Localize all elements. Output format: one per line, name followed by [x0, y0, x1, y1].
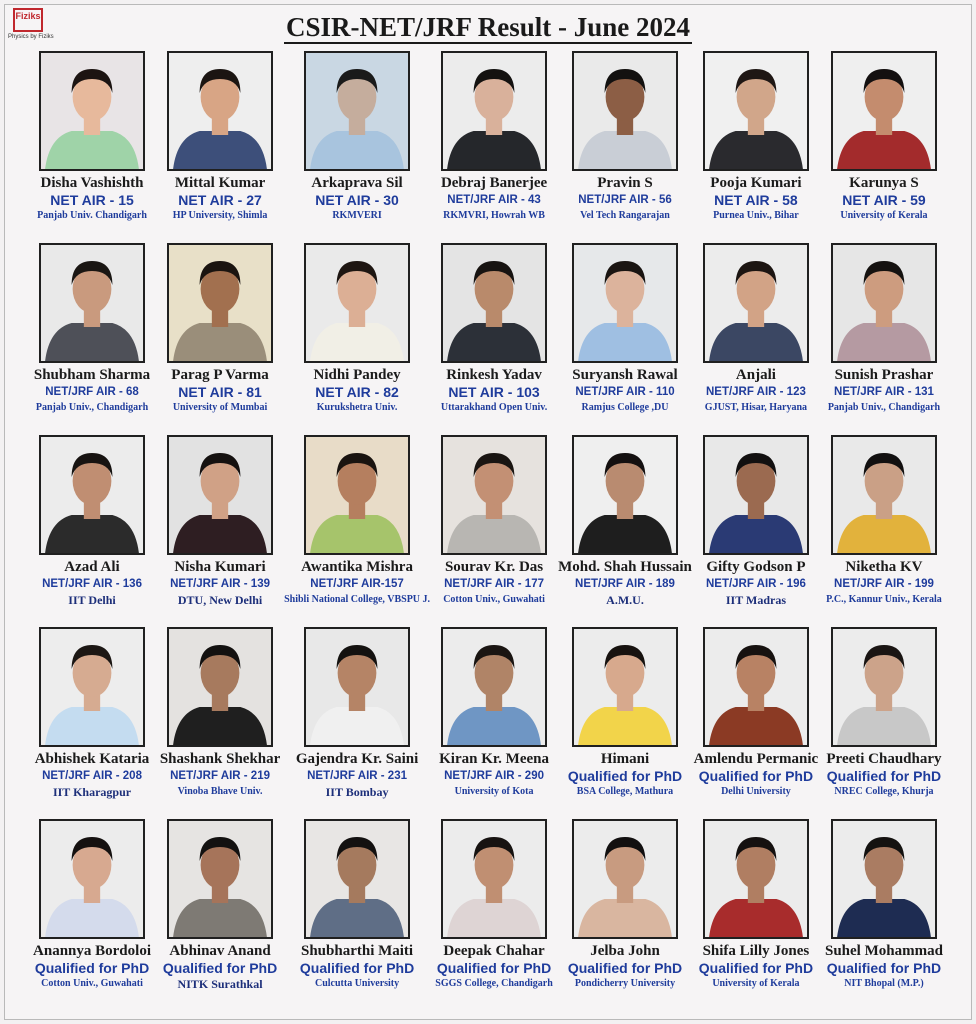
air-rank: NET AIR - 81 [178, 384, 262, 400]
page-title-text: CSIR-NET/JRF Result - June 2024 [285, 12, 691, 42]
candidate-photo [304, 627, 410, 747]
institute-name: Ramjus College ,DU [581, 402, 669, 413]
candidate-name: Awantika Mishra [301, 559, 413, 575]
phd-qualification: Qualified for PhD [567, 768, 683, 784]
candidate-name: Shashank Shekhar [159, 751, 281, 767]
candidate-name: Deepak Chahar [443, 943, 545, 959]
air-rank: NET/JRF AIR - 219 [170, 770, 270, 782]
phd-qualification: Qualified for PhD [826, 960, 942, 976]
result-card [820, 434, 948, 626]
result-card [284, 626, 430, 818]
air-rank: NET AIR - 15 [50, 192, 134, 208]
candidate-photo [441, 435, 547, 555]
candidate-name: Parag P Varma [171, 367, 269, 383]
candidate-photo [703, 435, 809, 555]
institute-name: HP University, Shimla [172, 210, 268, 221]
candidate-name: Pravin S [597, 175, 653, 191]
result-card [28, 50, 156, 242]
institute-name: NREC College, Khurja [834, 786, 934, 797]
air-rank: NET/JRF AIR - 56 [578, 194, 672, 206]
candidate-name: Nidhi Pandey [313, 367, 401, 383]
candidate-photo [167, 627, 273, 747]
air-rank: NET/JRF AIR - 110 [575, 386, 675, 398]
result-card [820, 626, 948, 818]
air-rank: NET/JRF AIR - 208 [42, 770, 142, 782]
phd-qualification: Qualified for PhD [299, 960, 415, 976]
institute-name: Panjab Univ., Chandigarh [827, 402, 941, 413]
phd-qualification: Qualified for PhD [567, 960, 683, 976]
institute-name: Vinoba Bhave Univ. [177, 786, 263, 797]
result-card [692, 818, 820, 1010]
result-card [558, 818, 692, 1010]
candidate-name: Preeti Chaudhary [826, 751, 942, 767]
result-card [430, 626, 558, 818]
institute-name: University of Kerala [712, 978, 800, 989]
result-card [692, 434, 820, 626]
institute-name: DTU, New Delhi [177, 593, 263, 607]
result-card [558, 434, 692, 626]
institute-name: Cotton Univ., Guwahati [41, 978, 143, 989]
result-card [28, 242, 156, 434]
result-card [558, 626, 692, 818]
result-card [284, 242, 430, 434]
candidate-name: Nisha Kumari [174, 559, 266, 575]
institute-name: Panjab Univ., Chandigarh [35, 402, 149, 413]
candidate-name: Gajendra Kr. Saini [295, 751, 419, 767]
candidate-name: Gifty Godson P [706, 559, 806, 575]
institute-name: University of Mumbai [172, 402, 268, 413]
candidate-name: Anannya Bordoloi [33, 943, 151, 959]
candidate-name: Niketha KV [845, 559, 923, 575]
institute-name: RKMVERI [332, 210, 382, 221]
result-card [28, 818, 156, 1010]
institute-name: NITK Surathkal [177, 977, 263, 991]
air-rank: NET/JRF AIR - 189 [575, 578, 675, 590]
air-rank: NET/JRF AIR - 136 [42, 578, 142, 590]
institute-name: Kurukshetra Univ. [316, 402, 398, 413]
candidate-photo [304, 819, 410, 939]
air-rank: NET/JRF AIR - 123 [705, 386, 806, 398]
result-card [692, 50, 820, 242]
candidate-photo [167, 435, 273, 555]
result-card [430, 242, 558, 434]
institute-name: A.M.U. [606, 593, 644, 607]
air-rank: NET/JRF AIR - 131 [834, 386, 934, 398]
candidate-photo [831, 435, 937, 555]
result-card [28, 434, 156, 626]
candidate-name: Disha Vashishth [40, 175, 144, 191]
air-rank: NET AIR - 30 [315, 192, 399, 208]
institute-name: GJUST, Hisar, Haryana [704, 402, 808, 413]
phd-qualification: Qualified for PhD [436, 960, 552, 976]
candidate-name: Shubham Sharma [33, 367, 151, 383]
result-card [558, 242, 692, 434]
logo-mark: Fiziks [13, 8, 43, 32]
institute-name: BSA College, Mathura [576, 786, 674, 797]
candidate-photo [831, 243, 937, 363]
air-rank: NET/JRF AIR - 290 [444, 770, 544, 782]
candidate-photo [703, 243, 809, 363]
institute-name: Culcutta University [314, 978, 400, 989]
institute-name: SGGS College, Chandigarh [435, 978, 553, 989]
candidate-photo [304, 435, 410, 555]
candidate-photo [441, 243, 547, 363]
result-card [558, 50, 692, 242]
candidate-name: Arkaprava Sil [311, 175, 403, 191]
institute-name: Purnea Univ., Bihar [713, 210, 799, 221]
result-card [156, 242, 284, 434]
result-card [820, 50, 948, 242]
phd-qualification: Qualified for PhD [826, 768, 942, 784]
air-rank: NET AIR - 58 [714, 192, 798, 208]
institute-name: NIT Bhopal (M.P.) [844, 978, 924, 989]
candidate-photo [831, 51, 937, 171]
page-title [0, 12, 976, 43]
candidate-photo [39, 51, 145, 171]
candidate-name: Azad Ali [64, 559, 120, 575]
institute-name: Pondicherry University [574, 978, 676, 989]
phd-qualification: Qualified for PhD [698, 768, 814, 784]
institute-name: IIT Kharagpur [52, 785, 132, 799]
candidate-name: Shubharthi Maiti [300, 943, 414, 959]
candidate-name: Amlendu Permanic [693, 751, 819, 767]
candidate-photo [39, 627, 145, 747]
institute-name: RKMVRI, Howrah WB [443, 210, 545, 221]
candidate-photo [167, 243, 273, 363]
candidate-name: Rinkesh Yadav [446, 367, 542, 383]
result-card [156, 818, 284, 1010]
institute-name: IIT Madras [725, 593, 786, 607]
air-rank: NET AIR - 82 [315, 384, 399, 400]
result-card [692, 242, 820, 434]
result-card [156, 50, 284, 242]
candidate-photo [441, 51, 547, 171]
result-card [284, 434, 430, 626]
air-rank: NET/JRF AIR-157 [310, 578, 404, 590]
institute-name: Delhi University [721, 786, 791, 797]
air-rank: NET/JRF AIR - 199 [834, 578, 934, 590]
result-card [430, 50, 558, 242]
logo-tagline: Physics by Fiziks [8, 34, 54, 40]
candidate-photo [39, 243, 145, 363]
result-card [28, 626, 156, 818]
candidate-photo [39, 819, 145, 939]
candidate-photo [703, 51, 809, 171]
result-card [430, 434, 558, 626]
result-card [430, 818, 558, 1010]
candidate-name: Mohd. Shah Hussain [558, 559, 692, 575]
candidate-photo [703, 627, 809, 747]
phd-qualification: Qualified for PhD [162, 960, 278, 976]
candidate-name: Mittal Kumar [174, 175, 266, 191]
candidate-photo [39, 435, 145, 555]
candidate-photo [572, 819, 678, 939]
result-card [820, 242, 948, 434]
candidate-photo [167, 819, 273, 939]
institute-name: P.C., Kannur Univ., Kerala [826, 594, 942, 605]
institute-name: IIT Delhi [68, 593, 116, 607]
air-rank: NET AIR - 59 [842, 192, 926, 208]
candidate-name: Anjali [735, 367, 776, 383]
candidate-photo [572, 627, 678, 747]
candidate-photo [304, 51, 410, 171]
candidate-name: Shifa Lilly Jones [702, 943, 810, 959]
candidate-photo [572, 51, 678, 171]
candidate-name: Pooja Kumari [710, 175, 802, 191]
institute-name: Vel Tech Rangarajan [580, 210, 670, 221]
candidate-name: Jelba John [590, 943, 660, 959]
air-rank: NET AIR - 103 [448, 384, 540, 400]
air-rank: NET/JRF AIR - 196 [705, 578, 806, 590]
candidate-photo [441, 819, 547, 939]
candidate-photo [831, 627, 937, 747]
candidate-name: Debraj Banerjee [440, 175, 548, 191]
air-rank: NET/JRF AIR - 43 [447, 194, 541, 206]
candidate-photo [304, 243, 410, 363]
candidate-photo [572, 435, 678, 555]
air-rank: NET/JRF AIR - 177 [444, 578, 544, 590]
result-card [284, 818, 430, 1010]
candidate-photo [167, 51, 273, 171]
candidate-name: Karunya S [849, 175, 919, 191]
institute-name: University of Kerala [840, 210, 928, 221]
candidate-name: Abhishek Kataria [34, 751, 150, 767]
result-card [692, 626, 820, 818]
candidate-photo [441, 627, 547, 747]
results-grid [28, 50, 948, 1010]
result-card [156, 434, 284, 626]
result-card [156, 626, 284, 818]
candidate-photo [703, 819, 809, 939]
candidate-name: Suryansh Rawal [572, 367, 678, 383]
candidate-name: Abhinav Anand [169, 943, 271, 959]
institute-name: University of Kota [454, 786, 534, 797]
air-rank: NET/JRF AIR - 68 [45, 386, 139, 398]
candidate-photo [831, 819, 937, 939]
institute-name: Uttarakhand Open Univ. [440, 402, 548, 413]
air-rank: NET AIR - 27 [178, 192, 262, 208]
institute-name: Shibli National College, VBSPU J. [284, 594, 431, 605]
candidate-name: Suhel Mohammad [825, 943, 943, 959]
candidate-photo [572, 243, 678, 363]
air-rank: NET/JRF AIR - 231 [307, 770, 407, 782]
air-rank: NET/JRF AIR - 139 [170, 578, 270, 590]
result-card [284, 50, 430, 242]
result-card [820, 818, 948, 1010]
candidate-name: Sunish Prashar [834, 367, 934, 383]
institute-name: IIT Bombay [325, 785, 389, 799]
candidate-name: Sourav Kr. Das [444, 559, 544, 575]
institute-name: Panjab Univ. Chandigarh [37, 210, 147, 221]
candidate-name: Kiran Kr. Meena [439, 751, 549, 767]
phd-qualification: Qualified for PhD [34, 960, 150, 976]
candidate-name: Himani [600, 751, 650, 767]
institute-name: Cotton Univ., Guwahati [443, 594, 545, 605]
phd-qualification: Qualified for PhD [698, 960, 814, 976]
